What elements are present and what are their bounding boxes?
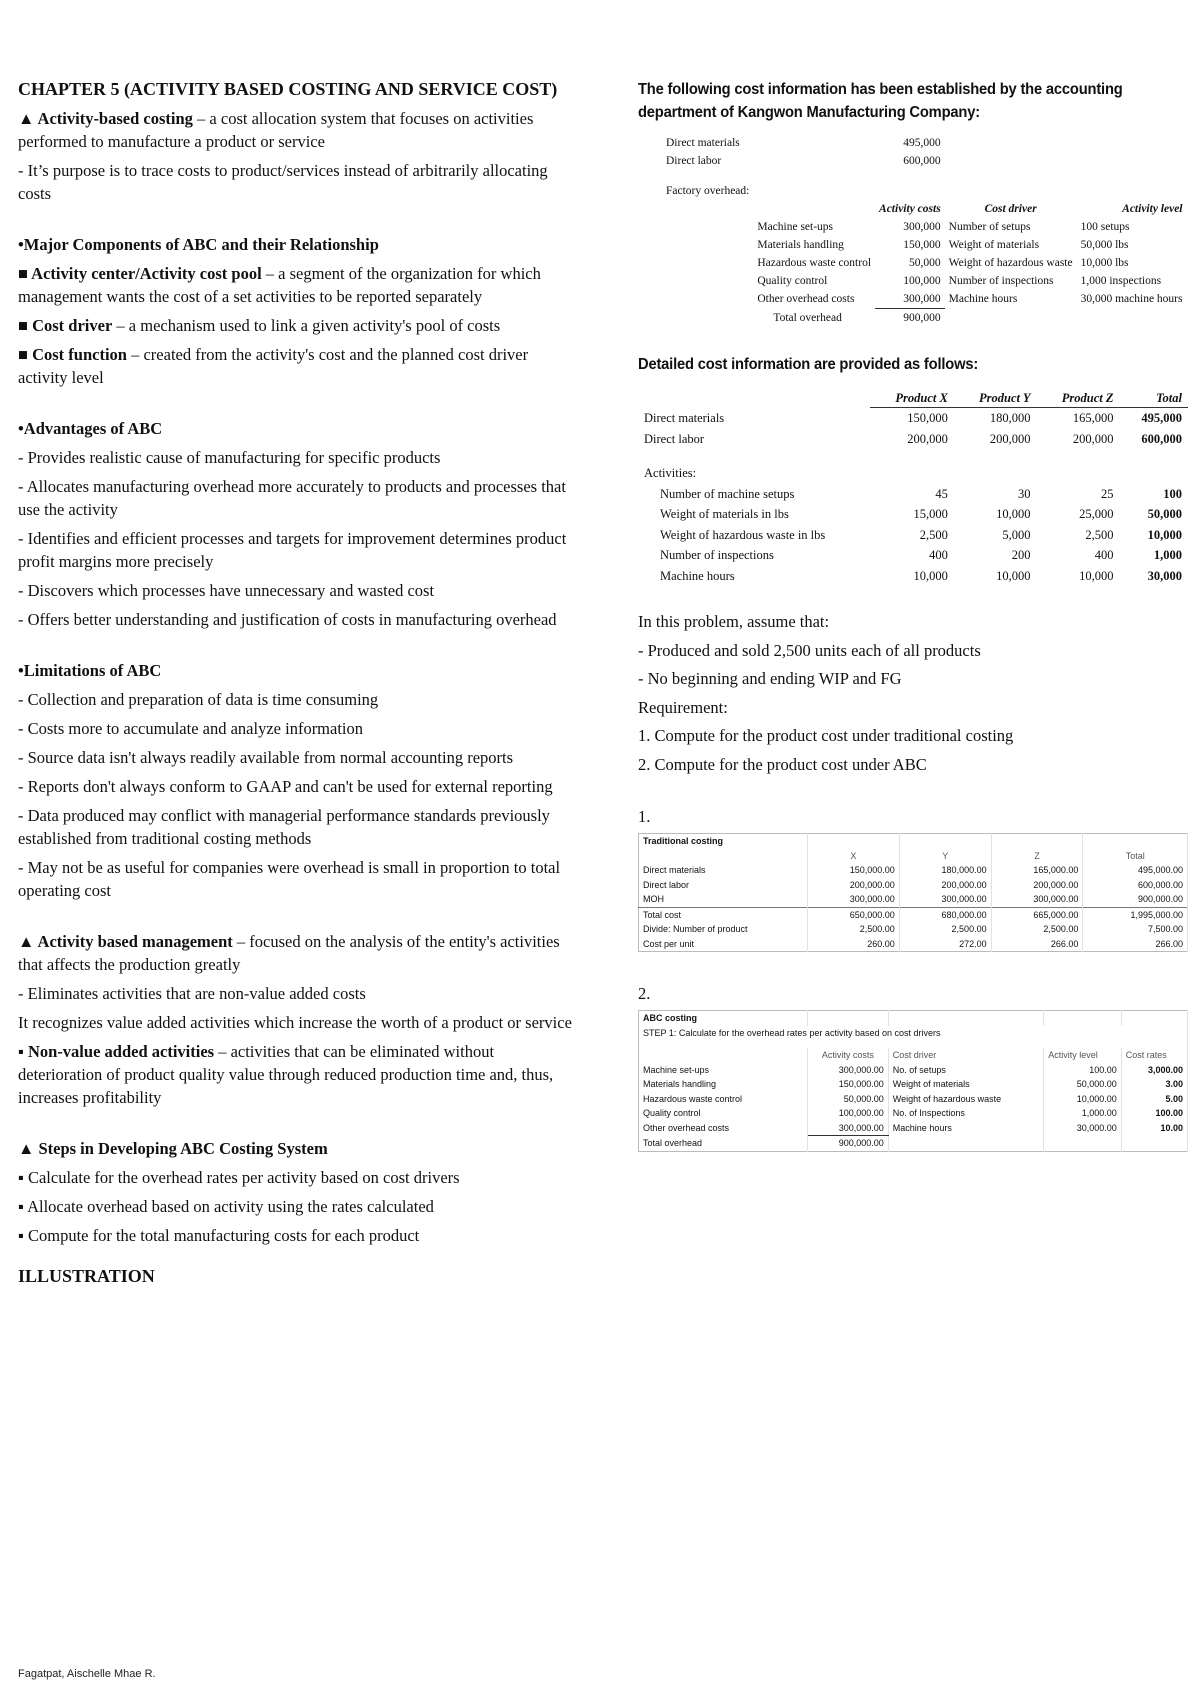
cell: 5.00 xyxy=(1121,1092,1187,1107)
column-header: X xyxy=(808,849,900,864)
row-label: Hazardous waste control xyxy=(639,1092,808,1107)
row-label: Total overhead xyxy=(639,1136,808,1152)
cost-label: Direct materials xyxy=(666,137,740,149)
problem-line: - No beginning and ending WIP and FG xyxy=(638,669,902,688)
limitation-item: - Source data isn't always readily available from normal accounting reports xyxy=(18,748,514,767)
problem-column xyxy=(638,78,1188,1152)
traditional-costing-sheet xyxy=(638,833,1188,952)
activity-cost: 50,000 xyxy=(909,257,941,269)
cell: 1,995,000.00 xyxy=(1083,907,1188,922)
activity-level: 50,000 lbs xyxy=(1080,239,1129,251)
chapter-title: CHAPTER 5 (ACTIVITY BASED COSTING AND SERVICE COST) xyxy=(18,79,558,99)
cell: 180,000 xyxy=(989,411,1031,425)
cell: 400 xyxy=(929,548,948,562)
row-label: Cost per unit xyxy=(639,937,808,952)
cell: 100 xyxy=(1163,486,1182,501)
author-footer: Fagatpat, Aischelle Mhae R. xyxy=(18,1668,156,1680)
cell: 2,500.00 xyxy=(991,922,1083,937)
cell: 30,000 xyxy=(1147,568,1182,583)
cost-driver-def: – a mechanism used to link a given activity's pool of costs xyxy=(112,316,501,335)
cost-driver-item xyxy=(18,314,578,337)
advantage-item: - Allocates manufacturing overhead more accurately to products and processes that use the activity xyxy=(18,477,566,519)
cell: 10,000 xyxy=(996,568,1031,583)
cell: 10,000.00 xyxy=(1044,1092,1121,1107)
activity-cost: 100,000 xyxy=(903,275,941,287)
cell: 30 xyxy=(1018,486,1031,501)
row-label: Other overhead costs xyxy=(639,1121,808,1136)
cell: 200,000.00 xyxy=(899,878,991,893)
cell: 495,000.00 xyxy=(1083,863,1188,878)
table-row xyxy=(639,878,1188,893)
table-row xyxy=(638,525,1188,546)
cost-function-item xyxy=(18,343,578,389)
abc-costing-sheet xyxy=(638,1010,1188,1152)
cell: 200,000 xyxy=(1072,431,1114,446)
activities-label: Activities: xyxy=(644,466,697,480)
cell: 30,000.00 xyxy=(1044,1121,1121,1136)
abm-term: ▲ Activity based management xyxy=(18,932,233,951)
table-row xyxy=(638,484,1188,505)
cost-driver: Weight of hazardous waste xyxy=(948,257,1073,269)
cell: 665,000.00 xyxy=(991,907,1083,922)
cell: 10,000 xyxy=(996,507,1031,521)
advantage-item: - Offers better understanding and justification of costs in manufacturing overhead xyxy=(18,610,557,629)
table-row xyxy=(639,922,1188,937)
problem-line: In this problem, assume that: xyxy=(638,612,830,631)
total-row xyxy=(639,1136,1188,1152)
column-header: Activity level xyxy=(1044,1048,1121,1063)
row-label: Direct labor xyxy=(639,878,808,893)
cost-label: Direct labor xyxy=(666,155,722,167)
cell: 900,000.00 xyxy=(808,1136,889,1152)
cell: 300,000.00 xyxy=(808,892,900,907)
major-components-heading: •Major Components of ABC and their Relationship xyxy=(18,235,379,254)
cell: 100.00 xyxy=(1121,1106,1187,1121)
notes-column xyxy=(18,78,578,1294)
activity-level: 10,000 lbs xyxy=(1080,257,1129,269)
abc-definition xyxy=(18,107,578,153)
cell: 300,000.00 xyxy=(808,1063,889,1078)
cell: 150,000 xyxy=(907,411,948,425)
cell: 200,000.00 xyxy=(991,878,1083,893)
column-header: Cost driver xyxy=(984,203,1037,215)
column-header: Activity costs xyxy=(879,203,941,215)
illustration-heading: ILLUSTRATION xyxy=(18,1266,155,1286)
abc-term: ▲ Activity-based costing xyxy=(18,109,193,128)
table-row xyxy=(638,504,1188,525)
limitation-item: - May not be as useful for companies were overhead is small in proportion to total operating cost xyxy=(18,858,561,900)
abm-definition xyxy=(18,930,578,976)
cell: 680,000.00 xyxy=(899,907,991,922)
column-header: Total xyxy=(1083,849,1188,864)
activity-cost: 300,000 xyxy=(903,221,941,233)
limitations-heading: •Limitations of ABC xyxy=(18,661,162,680)
cost-info-table xyxy=(662,134,1187,327)
abc-def: – a cost allocation system that focuses on activities performed to manufacture a product or service xyxy=(18,109,534,151)
activity-name: Other overhead costs xyxy=(757,293,855,306)
table-row xyxy=(662,254,1187,272)
cell: 495,000 xyxy=(1141,411,1182,425)
cell: 150,000.00 xyxy=(808,863,900,878)
row-label: Weight of hazardous waste in lbs xyxy=(660,527,826,542)
activity-cost: 150,000 xyxy=(903,239,941,251)
detailed-cost-table xyxy=(638,390,1188,586)
advantage-item: - Identifies and efficient processes and targets for improvement determines product profit margins more precisely xyxy=(18,529,567,571)
column-header: Product Z xyxy=(1037,390,1120,408)
cell: 1,000 xyxy=(1153,548,1182,562)
activity-level: 100 setups xyxy=(1080,221,1130,233)
activity-name: Materials handling xyxy=(757,239,844,251)
activity-cost: 300,000 xyxy=(875,290,945,309)
limitation-item: - Reports don't always conform to GAAP and can't be used for external reporting xyxy=(18,777,553,796)
advantage-item: - Provides realistic cause of manufacturing for specific products xyxy=(18,448,441,467)
row-label: Number of inspections xyxy=(660,548,774,562)
total-overhead-value: 900,000 xyxy=(903,312,941,324)
cell: 600,000.00 xyxy=(1083,878,1188,893)
limitation-item: - Costs more to accumulate and analyze information xyxy=(18,719,364,738)
column-header: Z xyxy=(991,849,1083,864)
cell: 50,000.00 xyxy=(808,1092,889,1107)
table-row xyxy=(662,290,1187,309)
cell: 600,000 xyxy=(1141,431,1182,446)
steps-heading: ▲ Steps in Developing ABC Costing System xyxy=(18,1139,328,1158)
cell: Weight of materials xyxy=(888,1077,1043,1092)
answer-1-label: 1. xyxy=(638,807,651,826)
cost-driver: Weight of materials xyxy=(948,239,1040,251)
cell: 260.00 xyxy=(808,937,900,952)
table-row xyxy=(639,937,1188,952)
cell: 45 xyxy=(935,486,948,501)
cell: 7,500.00 xyxy=(1083,922,1188,937)
cell: 400 xyxy=(1094,548,1114,562)
cell: 2,500.00 xyxy=(899,922,991,937)
problem-intro: The following cost information has been established by the accounting department of Kangwon Manufacturing Company: xyxy=(638,81,1123,121)
cell: 300,000.00 xyxy=(899,892,991,907)
step-item: ▪ Allocate overhead based on activity using the rates calculated xyxy=(18,1197,434,1216)
column-header: Activity costs xyxy=(808,1048,889,1063)
table-row xyxy=(638,429,1188,450)
cell: 10.00 xyxy=(1121,1121,1187,1136)
sheet-title: ABC costing xyxy=(639,1011,808,1026)
table-row xyxy=(638,566,1188,587)
table-row xyxy=(662,218,1187,236)
cell: 200,000 xyxy=(907,431,948,446)
cell: 50,000.00 xyxy=(1044,1077,1121,1092)
cell: 5,000 xyxy=(1002,527,1031,542)
cell: 266.00 xyxy=(991,937,1083,952)
cell: 150,000.00 xyxy=(808,1077,889,1092)
cell: 900,000.00 xyxy=(1083,892,1188,907)
cell: 165,000.00 xyxy=(991,863,1083,878)
table-row xyxy=(662,272,1187,290)
step-item: ▪ Calculate for the overhead rates per activity based on cost drivers xyxy=(18,1168,460,1187)
column-header: Cost driver xyxy=(888,1048,1043,1063)
cell: 50,000 xyxy=(1147,507,1182,521)
column-header: Activity level xyxy=(1122,203,1183,215)
table-row xyxy=(639,863,1188,878)
table-row xyxy=(639,1121,1188,1136)
row-label: Total cost xyxy=(639,907,808,922)
cost-driver: Number of inspections xyxy=(948,275,1054,287)
row-label: Weight of materials in lbs xyxy=(660,507,789,521)
step-item: ▪ Compute for the total manufacturing costs for each product xyxy=(18,1226,420,1245)
table-row xyxy=(639,1063,1188,1078)
activity-center-term: ■ Activity center/Activity cost pool xyxy=(18,264,262,283)
table-row xyxy=(639,907,1188,922)
cost-driver-term: ■ Cost driver xyxy=(18,316,113,335)
cell: No. of setups xyxy=(888,1063,1043,1078)
abm-recognizes: It recognizes value added activities which increase the worth of a product or service xyxy=(18,1013,572,1032)
sheet-step: STEP 1: Calculate for the overhead rates per activity based on cost drivers xyxy=(639,1026,1188,1041)
table-row xyxy=(638,545,1188,566)
sheet-title: Traditional costing xyxy=(639,834,808,849)
cell: 180,000.00 xyxy=(899,863,991,878)
cell: 1,000.00 xyxy=(1044,1106,1121,1121)
cell: 10,000 xyxy=(1147,527,1182,542)
activity-center-item xyxy=(18,262,578,308)
cost-value: 600,000 xyxy=(903,155,941,167)
cell: 300,000.00 xyxy=(808,1121,889,1136)
row-label: Materials handling xyxy=(639,1077,808,1092)
cell: 165,000 xyxy=(1072,411,1114,425)
table-row xyxy=(662,236,1187,254)
factory-overhead-label: Factory overhead: xyxy=(666,185,750,197)
cell: 200 xyxy=(1011,548,1031,562)
abm-def: – focused on the analysis of the entity's activities that affects the production greatly xyxy=(18,932,560,974)
table-row xyxy=(639,1092,1188,1107)
cell: 2,500 xyxy=(1085,527,1114,542)
problem-line: - Produced and sold 2,500 units each of all products xyxy=(638,640,981,660)
abm-eliminates: - Eliminates activities that are non-value added costs xyxy=(18,984,366,1003)
advantages-heading: •Advantages of ABC xyxy=(18,419,163,438)
table-row xyxy=(639,892,1188,907)
column-header: Product Y xyxy=(954,390,1037,408)
activity-center-def: – a segment of the organization for which management wants the cost of a set activities to be reported separately xyxy=(18,264,541,306)
row-label: Machine set-ups xyxy=(639,1063,808,1078)
cell: Weight of hazardous waste xyxy=(888,1092,1043,1107)
total-row xyxy=(662,309,1187,328)
cell: 3.00 xyxy=(1121,1077,1187,1092)
row-label: Divide: Number of product xyxy=(639,922,808,937)
row-label: Quality control xyxy=(639,1106,808,1121)
cell: 2,500 xyxy=(919,527,948,542)
problem-line: Requirement: xyxy=(638,697,728,717)
activity-name: Hazardous waste control xyxy=(757,257,872,269)
cell: 25 xyxy=(1100,486,1114,501)
problem-statement xyxy=(638,608,1188,779)
limitation-item: - Data produced may conflict with managerial performance standards previously established from traditional costing methods xyxy=(18,806,550,848)
row-label: Number of machine setups xyxy=(660,486,795,501)
cell: 25,000 xyxy=(1079,507,1114,521)
row-label: Machine hours xyxy=(660,568,735,583)
cell: 100,000.00 xyxy=(808,1106,889,1121)
cell: 200,000.00 xyxy=(808,878,900,893)
column-header: Cost rates xyxy=(1121,1048,1187,1063)
cell: 10,000 xyxy=(913,568,948,583)
advantage-item: - Discovers which processes have unnecessary and wasted cost xyxy=(18,581,435,600)
cell: 2,500.00 xyxy=(808,922,900,937)
column-header: Y xyxy=(899,849,991,864)
cell: 10,000 xyxy=(1079,568,1114,583)
nva-def: – activities that can be eliminated without deterioration of product quality value through reduced production time and, thus, increases profitability xyxy=(18,1042,554,1107)
row-label: Direct materials xyxy=(639,863,808,878)
limitation-item: - Collection and preparation of data is time consuming xyxy=(18,690,379,709)
nva-term: ▪ Non-value added activities xyxy=(18,1042,215,1061)
detailed-heading: Detailed cost information are provided as follows: xyxy=(638,356,979,373)
cost-function-def: – created from the activity's cost and the planned cost driver activity level xyxy=(18,345,529,387)
abc-purpose: - It’s purpose is to trace costs to product/services instead of arbitrarily allocating costs xyxy=(18,161,548,203)
total-overhead-label: Total overhead xyxy=(773,311,842,324)
table-row xyxy=(638,408,1188,429)
cost-function-term: ■ Cost function xyxy=(18,345,127,364)
activity-level: 30,000 machine hours xyxy=(1080,293,1183,306)
cell: 650,000.00 xyxy=(808,907,900,922)
cell: 272.00 xyxy=(899,937,991,952)
activity-name: Quality control xyxy=(757,275,828,287)
cell: Machine hours xyxy=(888,1121,1043,1136)
activity-name: Machine set-ups xyxy=(757,221,834,233)
cell: No. of Inspections xyxy=(888,1106,1043,1121)
cell: 100.00 xyxy=(1044,1063,1121,1078)
activity-level: 1,000 inspections xyxy=(1080,275,1162,287)
table-row xyxy=(639,1077,1188,1092)
column-header: Total xyxy=(1119,390,1188,408)
cell: 15,000 xyxy=(913,507,948,521)
cell: 200,000 xyxy=(989,431,1031,446)
cell: 300,000.00 xyxy=(991,892,1083,907)
cost-driver: Machine hours xyxy=(948,293,1018,306)
cell: 266.00 xyxy=(1083,937,1188,952)
row-label: Direct labor xyxy=(644,431,705,446)
table-row xyxy=(639,1106,1188,1121)
row-label: MOH xyxy=(639,892,808,907)
problem-line: 1. Compute for the product cost under traditional costing xyxy=(638,726,1014,745)
column-header: Product X xyxy=(870,390,954,408)
problem-line: 2. Compute for the product cost under ABC xyxy=(638,754,927,774)
cost-value: 495,000 xyxy=(903,137,941,149)
row-label: Direct materials xyxy=(644,410,725,425)
answer-2-label: 2. xyxy=(638,984,651,1003)
cell: 3,000.00 xyxy=(1121,1063,1187,1078)
cost-driver: Number of setups xyxy=(948,221,1031,233)
nva-definition xyxy=(18,1040,578,1109)
